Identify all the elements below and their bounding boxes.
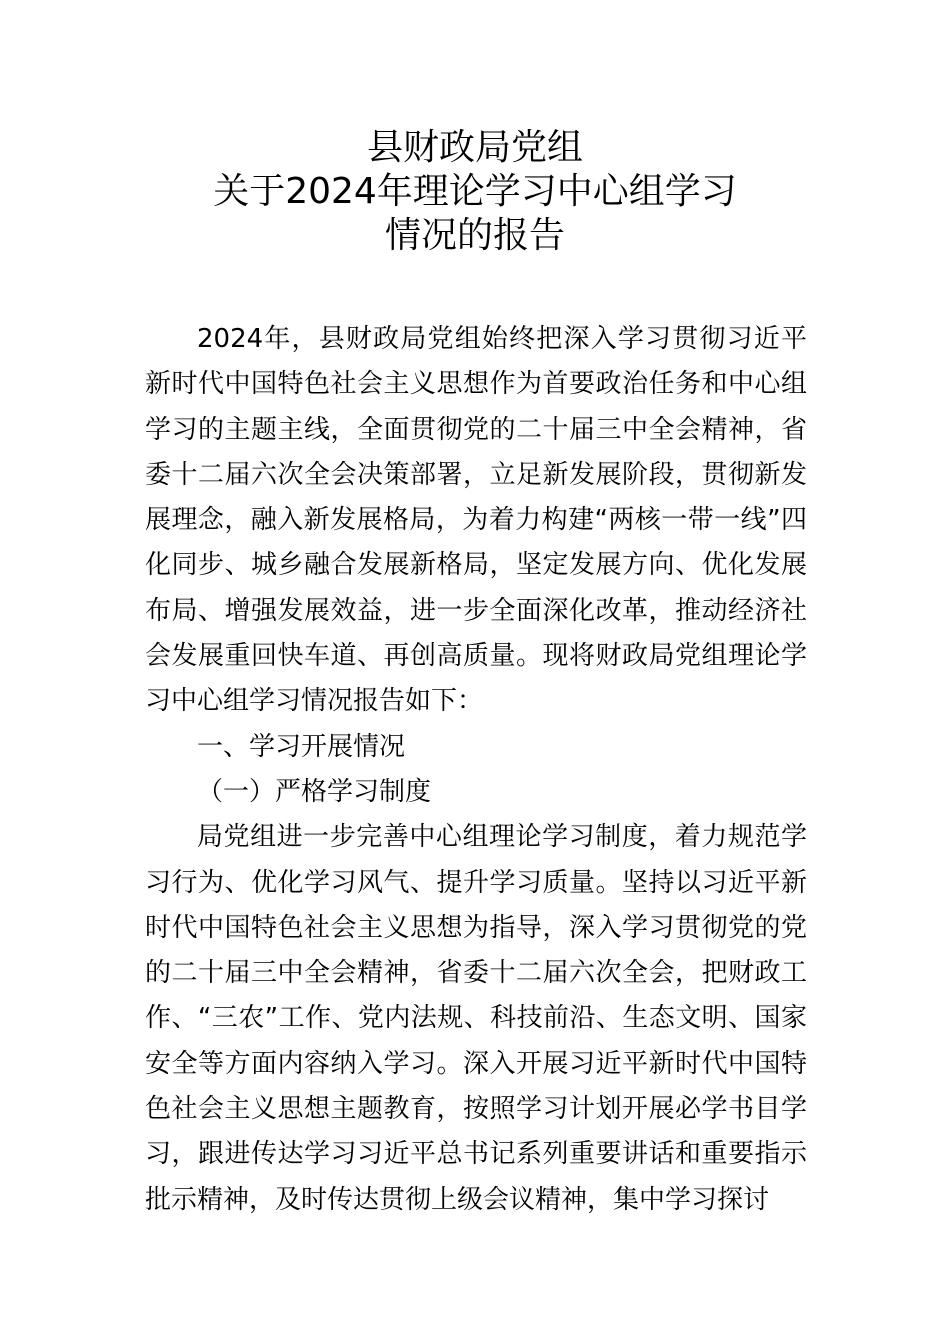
title-line-1: 县财政局党组 bbox=[366, 127, 583, 168]
subsection-paragraph: 局党组进一步完善中心组理论学习制度，着力规范学习行为、优化学习风气、提升学习质量。坚持以习近平新时代中国特色社会主义思想为指导，深入学习贯彻党的党的二十届三中全会精神，省委十二届六次全会，把财政工作、“三农”工作、党内法规、科技前沿、生态文明、国家安全等方面内容纳入学习。深入开展习近平新时代中国特色社会主义思想主题教育，按照学习计划开展必学书目学习，跟进传达学习习近平总书记系列重要讲话和重要指示批示精神，及时传达贯彻上级会议精神，集中学习探讨 bbox=[145, 822, 807, 1215]
intro-paragraph: 2024年，县财政局党组始终把深入学习贯彻习近平新时代中国特色社会主义思想作为首要政治任务和中心组学习的主题主线，全面贯彻党的二十届三中全会精神，省委十二届六次全会决策部署，立足新发展阶段，贯彻新发展理念，融入新发展格局，为着力构建“两核一带一线”四化同步、城乡融合发展新格局，坚定发展方向、优化发展布局、增强发展效益，进一步全面深化改革，推动经济社会发展重回快车道、再创高质量。现将财政局党组理论学习中心组学习情况报告如下： bbox=[145, 324, 807, 717]
section-heading: 一、学习开展情况 bbox=[197, 731, 406, 762]
subsection-heading: （一）严格学习制度 bbox=[197, 776, 432, 807]
document-body bbox=[145, 317, 807, 1223]
document-title bbox=[0, 126, 950, 258]
title-line-3: 情况的报告 bbox=[384, 215, 565, 256]
title-line-2: 关于2024年理论学习中心组学习 bbox=[213, 171, 737, 212]
